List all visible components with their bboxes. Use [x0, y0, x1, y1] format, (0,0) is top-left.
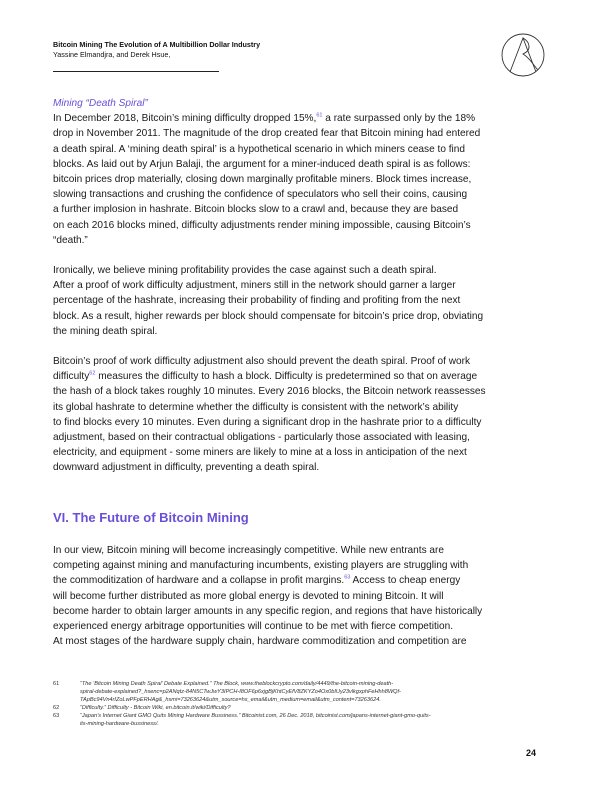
text-line: bitcoin prices drop materially, closing down marginally profitable miners. Block times increase,: [53, 174, 472, 186]
footnote-line: its-mining-hardware-bussiness/.: [80, 721, 159, 727]
footnote-ref-63[interactable]: 63: [344, 575, 351, 582]
paragraph-3: [53, 354, 537, 476]
footnote-line: spiral-debate-explained?_hsenc=p2ANqtz-84N5CTwJwY3IPCH-I8OF6p6xjgBjKhtCyEfV8ZKYZo4Ox0bIUy23vlkgxphFeHhh8WQf-: [80, 689, 401, 695]
footnote-line: “Japan’s Internet Giant GMO Quits Mining Hardware Bussiness.” Bitcoinist.com, 26 Dec. 2018, bitcoinist.com/japans-internet-giant-gmo-quits-: [80, 713, 431, 719]
paragraph-4: [53, 543, 537, 649]
footnote-text: [80, 704, 231, 712]
text-line: After a proof of work difficulty adjustment, miners still in the network should garner a larger: [53, 280, 456, 292]
text-line: become harder to obtain larger amounts in any specific region, and regions that have historically: [53, 605, 483, 617]
text-line: experienced energy arbitrage opportunities will continue to be met with fierce competition.: [53, 621, 454, 633]
header-divider: [53, 71, 219, 72]
ark-logo-icon: [500, 32, 546, 78]
text-line: Ironically, we believe mining profitability provides the case against such a death spiral.: [53, 265, 437, 277]
text-line: a further implosion in hashrate. Bitcoin blocks slow to a crawl and, because they are based: [53, 204, 459, 216]
text-line: electricity, and equipment - some miners are likely to mine at a loss in anticipation of the next: [53, 447, 467, 459]
page-number: 24: [526, 748, 537, 758]
text-line: Bitcoin’s proof of work difficulty adjustment also should prevent the death spiral. Proof of work: [53, 356, 471, 368]
text-line: [53, 573, 537, 588]
text-line: a death spiral. A ‘mining death spiral’ is a hypothetical scenario in which miners cease to find: [53, 143, 466, 155]
footnote-line: TApBc94Vn4rIZoLwPFpERHAg&_hsmi=73263624&utm_source=hs_email&utm_medium=email&utm_content=73263624.: [80, 697, 381, 703]
footnote-62: [53, 704, 537, 712]
text-line: “death.”: [53, 234, 88, 246]
section-future-mining: [53, 543, 537, 664]
text-line: [53, 369, 537, 384]
text-line: adjustment, based on their contractual obligations - particularly those associated with leasing,: [53, 432, 470, 444]
footnote-text: [80, 680, 401, 704]
footnote-text: [80, 712, 431, 728]
footnotes: [53, 680, 537, 728]
text-segment: the commoditization of hardware and a collapse in profit margins.: [53, 575, 345, 587]
text-segment: Access to cheap energy: [350, 575, 461, 587]
footnote-number: 61: [53, 681, 60, 687]
text-line: blocks. As laid out by Arjun Balaji, the argument for a miner-induced death spiral is as follows:: [53, 158, 471, 170]
footnote-ref-61[interactable]: 61: [316, 112, 323, 119]
running-header: [53, 40, 473, 60]
footnote-number: 62: [53, 705, 60, 711]
text-line: [53, 111, 537, 126]
text-line: its global hashrate to determine whether the difficulty is consistent with the network’s ability: [53, 401, 459, 413]
footnote-ref-62[interactable]: 62: [89, 370, 96, 377]
text-segment: difficulty: [53, 371, 90, 383]
footnote-line: “Difficulty.” Difficulty - Bitcoin Wiki, en.bitcoin.it/wiki/Difficulty?: [80, 705, 231, 711]
footnote-61: [53, 680, 537, 704]
text-line: competing against mining and manufacturing incumbents, existing players are struggling with: [53, 560, 469, 572]
section-death-spiral: [53, 96, 537, 491]
footnote-63: [53, 712, 537, 728]
section-heading-future: VI. The Future of Bitcoin Mining: [53, 510, 249, 525]
text-line: the hash of a block takes roughly 10 minutes. Every 2016 blocks, the Bitcoin network reassesses: [53, 386, 486, 398]
text-line: In our view, Bitcoin mining will become increasingly competitive. While new entrants are: [53, 545, 445, 556]
subheading-death-spiral: Mining “Death Spiral”: [53, 98, 148, 109]
text-segment: In December 2018, Bitcoin’s mining difficulty dropped 15%,: [53, 113, 317, 125]
text-line: the mining death spiral.: [53, 325, 158, 337]
text-line: slowing transactions and crushing the confidence of speculators who sell their coins, causing: [53, 189, 468, 201]
text-line: downward adjustment in difficulty, preventing a death spiral.: [53, 462, 320, 474]
document-authors: Yassine Elmandjra, and Derek Hsue,: [53, 50, 171, 59]
text-segment: measures the difficulty to hash a block. Difficulty is predetermined so that on average: [95, 371, 478, 383]
footnote-number: 63: [53, 713, 60, 719]
paragraph-2: [53, 263, 537, 339]
document-title: Bitcoin Mining The Evolution of A Multibillion Dollar Industry: [53, 40, 261, 49]
text-line: drop in November 2011. The magnitude of the drop created fear that Bitcoin mining had entered: [53, 128, 481, 140]
text-line: to find blocks every 10 minutes. Even during a significant drop in the hashrate prior to a difficulty: [53, 416, 482, 428]
text-line: percentage of the hashrate, increasing their probability of finding and profiting from the next: [53, 295, 461, 307]
text-segment: a rate surpassed only by the 18%: [322, 113, 476, 125]
text-line: on each 2016 blocks mined, difficulty adjustments render mining impossible, causing Bitcoin’s: [53, 219, 471, 231]
text-line: will become further distributed as more global energy is devoted to mining Bitcoin. It will: [53, 590, 444, 602]
footnote-line: “The ‘Bitcoin Mining Death Spiral’ Debate Explained.” The Block, www.theblockcrypto.com/daily/4449/the-bitcoin-mining-death-: [80, 681, 394, 687]
text-line: block. As a result, higher rewards per block should compensate for bitcoin’s price drop, obviating: [53, 310, 484, 322]
paragraph-1: [53, 111, 537, 248]
text-line: At most stages of the hardware supply chain, hardware commoditization and competition are: [53, 636, 467, 648]
